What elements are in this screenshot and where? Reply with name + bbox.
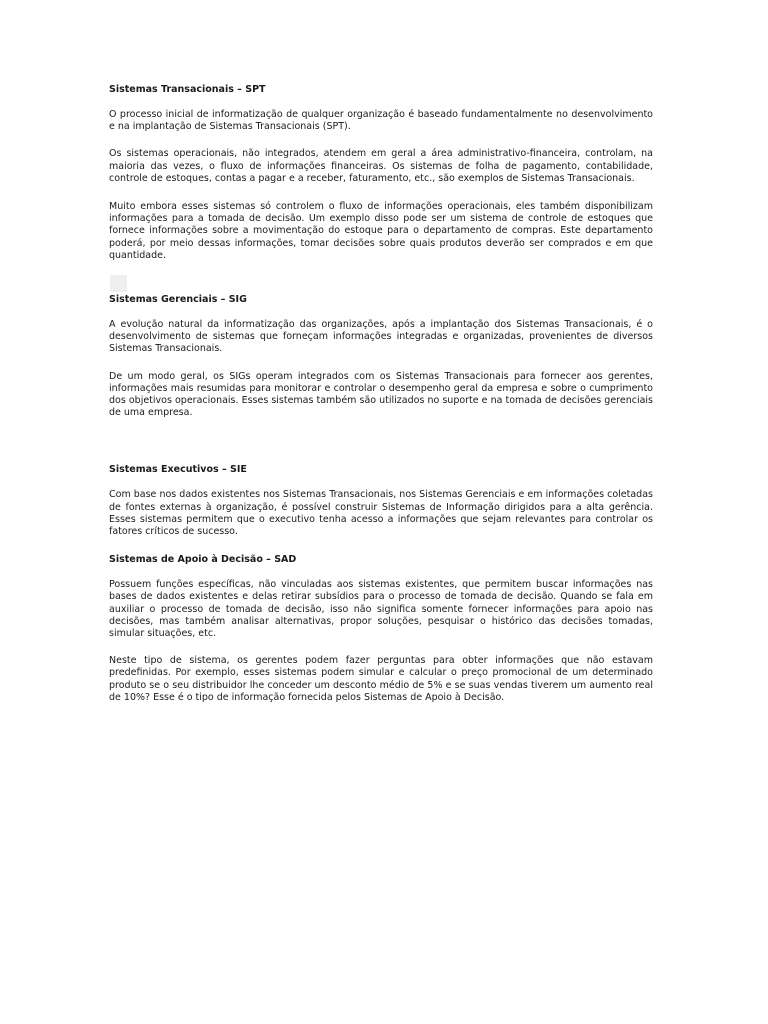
placeholder-image [110, 275, 127, 292]
paragraph: A evolução natural da informatização das organizações, após a implantação dos Sistemas Transacionais, é o desenvolvimento de sistemas que forneçam informações integradas e organizadas, provenientes de diversos Sistemas Transacionais. [109, 319, 653, 355]
section-title-spt: Sistemas Transacionais – SPT [109, 84, 266, 95]
section-title-sig: Sistemas Gerenciais – SIG [109, 294, 247, 306]
paragraph: Neste tipo de sistema, os gerentes podem fazer perguntas para obter informações que não estavam predefinidas. Por exemplo, esses sistemas podem simular e calcular o preço promocional de um determinado produto se o seu distribuidor lhe conceder um desconto médio de 5% e se suas vendas tiverem um aumento real de 10%? Esse é o tipo de informação fornecida pelos Sistemas de Apoio à Decisão. [109, 655, 653, 703]
paragraph: De um modo geral, os SIGs operam integrados com os Sistemas Transacionais para fornecer aos gerentes, informações mais resumidas para monitorar e controlar o desempenho geral da empresa e sobre o cumprimento dos objetivos operacionais. Esses sistemas também são utilizados no suporte e na tomada de decisões gerenciais de uma empresa. [109, 370, 653, 419]
paragraph: O processo inicial de informatização de qualquer organização é baseado fundamentalmente no desenvolvimento e na implantação de Sistemas Transacionais (SPT). [109, 109, 653, 133]
paragraph: Muito embora esses sistemas só controlem o fluxo de informações operacionais, eles também disponibilizam informações para a tomada de decisão. Um exemplo disso pode ser um sistema de controle de estoques que fornece informações sobre a movimentação do estoque para o departamento de compras. Este departamento poderá, por meio dessas informações, tomar decisões sobre quais produtos deverão ser comprados e em que quantidade. [109, 201, 653, 261]
document-page [109, 83, 653, 704]
paragraph: Os sistemas operacionais, não integrados, atendem em geral a área administrativo-financeira, controlam, na maioria das vezes, o fluxo de informações financeiras. Os sistemas de folha de pagamento, contabilidade, controle de estoques, contas a pagar e a receber, faturamento, etc., são exemplos de Sistemas Transacionais. [109, 148, 653, 184]
paragraph: Possuem funções específicas, não vinculadas aos sistemas existentes, que permitem buscar informações nas bases de dados existentes e delas retirar subsídios para o processo de tomada de decisão. Quando se fala em auxiliar o processo de tomada de decisão, isso não significa somente fornecer informações para apoio nas decisões, mas também analisar alternativas, propor soluções, pesquisar o histórico das decisões tomadas, simular situações, etc. [109, 579, 653, 640]
section-title-sad: Sistemas de Apoio à Decisão – SAD [109, 554, 297, 566]
paragraph: Com base nos dados existentes nos Sistemas Transacionais, nos Sistemas Gerenciais e em informações coletadas de fontes externas à organização, é possível construir Sistemas de Informação dirigidos para a alta gerência. Esses sistemas permitem que o executivo tenha acesso a informações que sejam relevantes para controlar os fatores críticos de sucesso. [109, 489, 653, 538]
section-title-sie: Sistemas Executivos – SIE [109, 464, 247, 476]
